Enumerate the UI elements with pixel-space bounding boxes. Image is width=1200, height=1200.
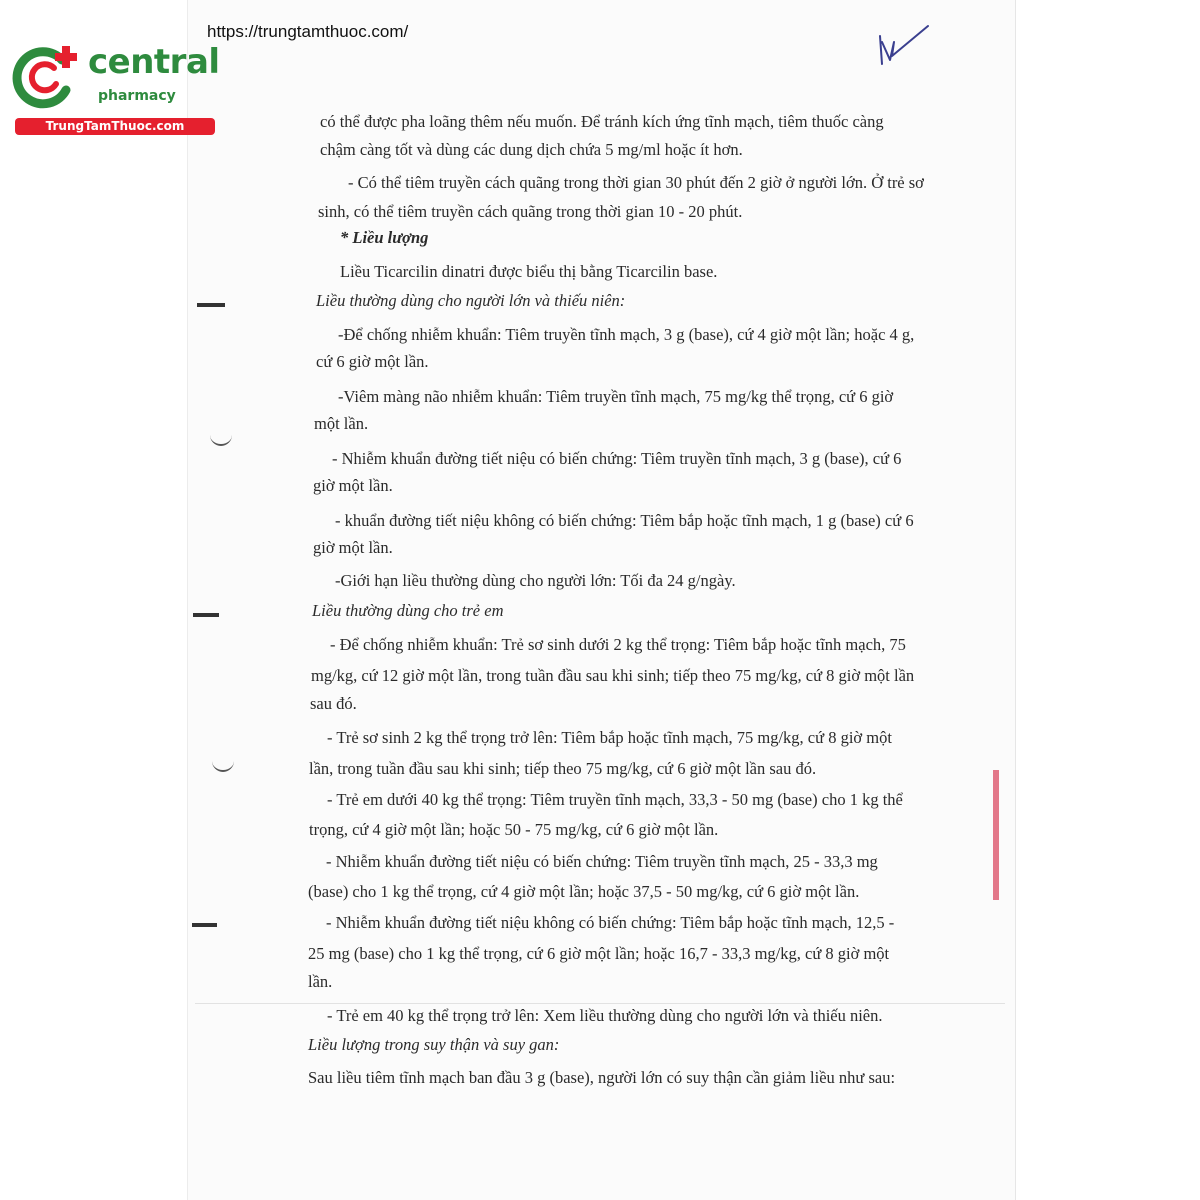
binder-mark: [197, 303, 225, 307]
subsection-heading: Liều lượng trong suy thận và suy gan:: [308, 1035, 560, 1054]
text-line: - Trẻ em dưới 40 kg thể trọng: Tiêm truyền tĩnh mạch, 33,3 - 50 mg (base) cho 1 kg thể: [327, 790, 903, 809]
text-line: có thể được pha loãng thêm nếu muốn. Để tránh kích ứng tĩnh mạch, tiêm thuốc càng: [320, 112, 884, 131]
subsection-heading: Liều thường dùng cho trẻ em: [312, 601, 504, 620]
pharmacy-cross-icon: [10, 38, 90, 118]
text-line: - Để chống nhiễm khuẩn: Trẻ sơ sinh dưới 2 kg thể trọng: Tiêm bắp hoặc tĩnh mạch, 75: [330, 635, 906, 654]
logo-wordmark: central: [88, 42, 220, 82]
logo-site-banner: TrungTamThuoc.com: [15, 118, 215, 135]
text-line: -Viêm màng não nhiễm khuẩn: Tiêm truyền tĩnh mạch, 75 mg/kg thể trọng, cứ 6 giờ: [338, 387, 894, 406]
text-line: - Nhiễm khuẩn đường tiết niệu có biến chứng: Tiêm truyền tĩnh mạch, 3 g (base), cứ 6: [332, 449, 902, 468]
binder-mark: [192, 923, 217, 927]
text-line: 25 mg (base) cho 1 kg thể trọng, cứ 6 giờ một lần; hoặc 16,7 - 33,3 mg/kg, cứ 8 giờ một: [308, 944, 890, 963]
text-line: -Để chống nhiễm khuẩn: Tiêm truyền tĩnh mạch, 3 g (base), cứ 4 giờ một lần; hoặc 4 g,: [338, 325, 915, 344]
text-line: lần.: [308, 972, 333, 991]
text-line: - Nhiễm khuẩn đường tiết niệu không có biến chứng: Tiêm bắp hoặc tĩnh mạch, 12,5 -: [326, 913, 895, 932]
text-line: - Nhiễm khuẩn đường tiết niệu có biến chứng: Tiêm truyền tĩnh mạch, 25 - 33,3 mg: [326, 852, 878, 871]
text-line: sau đó.: [310, 694, 357, 713]
text-line: cứ 6 giờ một lần.: [316, 352, 429, 371]
text-line: sinh, có thể tiêm truyền cách quãng trong thời gian 10 - 20 phút.: [318, 202, 743, 221]
text-line: (base) cho 1 kg thể trọng, cứ 4 giờ một lần; hoặc 37,5 - 50 mg/kg, cứ 6 giờ một lần.: [308, 882, 860, 901]
text-line: - Trẻ sơ sinh 2 kg thể trọng trở lên: Tiêm bắp hoặc tĩnh mạch, 75 mg/kg, cứ 8 giờ một: [327, 728, 892, 747]
logo-subtitle: pharmacy: [98, 88, 176, 104]
central-pharmacy-logo[interactable]: [10, 38, 220, 138]
text-line: -Giới hạn liều thường dùng cho người lớn: Tối đa 24 g/ngày.: [335, 571, 736, 590]
text-line: giờ một lần.: [313, 476, 393, 495]
section-heading: * Liều lượng: [340, 228, 429, 247]
text-line: - Trẻ em 40 kg thể trọng trở lên: Xem liều thường dùng cho người lớn và thiếu niên.: [327, 1006, 883, 1025]
text-line: trọng, cứ 4 giờ một lần; hoặc 50 - 75 mg/kg, cứ 6 giờ một lần.: [309, 820, 719, 839]
text-line: Liều Ticarcilin dinatri được biểu thị bằng Ticarcilin base.: [340, 262, 718, 281]
text-line: - khuẩn đường tiết niệu không có biến chứng: Tiêm bắp hoặc tĩnh mạch, 1 g (base) cứ 6: [335, 511, 914, 530]
red-stamp-edge: [993, 770, 999, 900]
text-line: giờ một lần.: [313, 538, 393, 557]
text-line: lần, trong tuần đầu sau khi sinh; tiếp theo 75 mg/kg, cứ 6 giờ một lần sau đó.: [309, 759, 817, 778]
signature-mark: [870, 20, 940, 70]
source-url[interactable]: https://trungtamthuoc.com/: [207, 22, 409, 41]
binder-mark: [193, 613, 219, 617]
text-line: chậm càng tốt và dùng các dung dịch chứa 5 mg/ml hoặc ít hơn.: [320, 140, 743, 159]
text-line: - Có thể tiêm truyền cách quãng trong thời gian 30 phút đến 2 giờ ở người lớn. Ở trẻ sơ: [348, 173, 924, 192]
text-line: một lần.: [314, 414, 369, 433]
subsection-heading: Liều thường dùng cho người lớn và thiếu niên:: [316, 291, 626, 310]
text-line: Sau liều tiêm tĩnh mạch ban đầu 3 g (base), người lớn có suy thận cần giảm liều như sau:: [308, 1068, 896, 1087]
text-line: mg/kg, cứ 12 giờ một lần, trong tuần đầu sau khi sinh; tiếp theo 75 mg/kg, cứ 8 giờ một lần: [311, 666, 915, 685]
scan-fold-line: [195, 1003, 1005, 1004]
